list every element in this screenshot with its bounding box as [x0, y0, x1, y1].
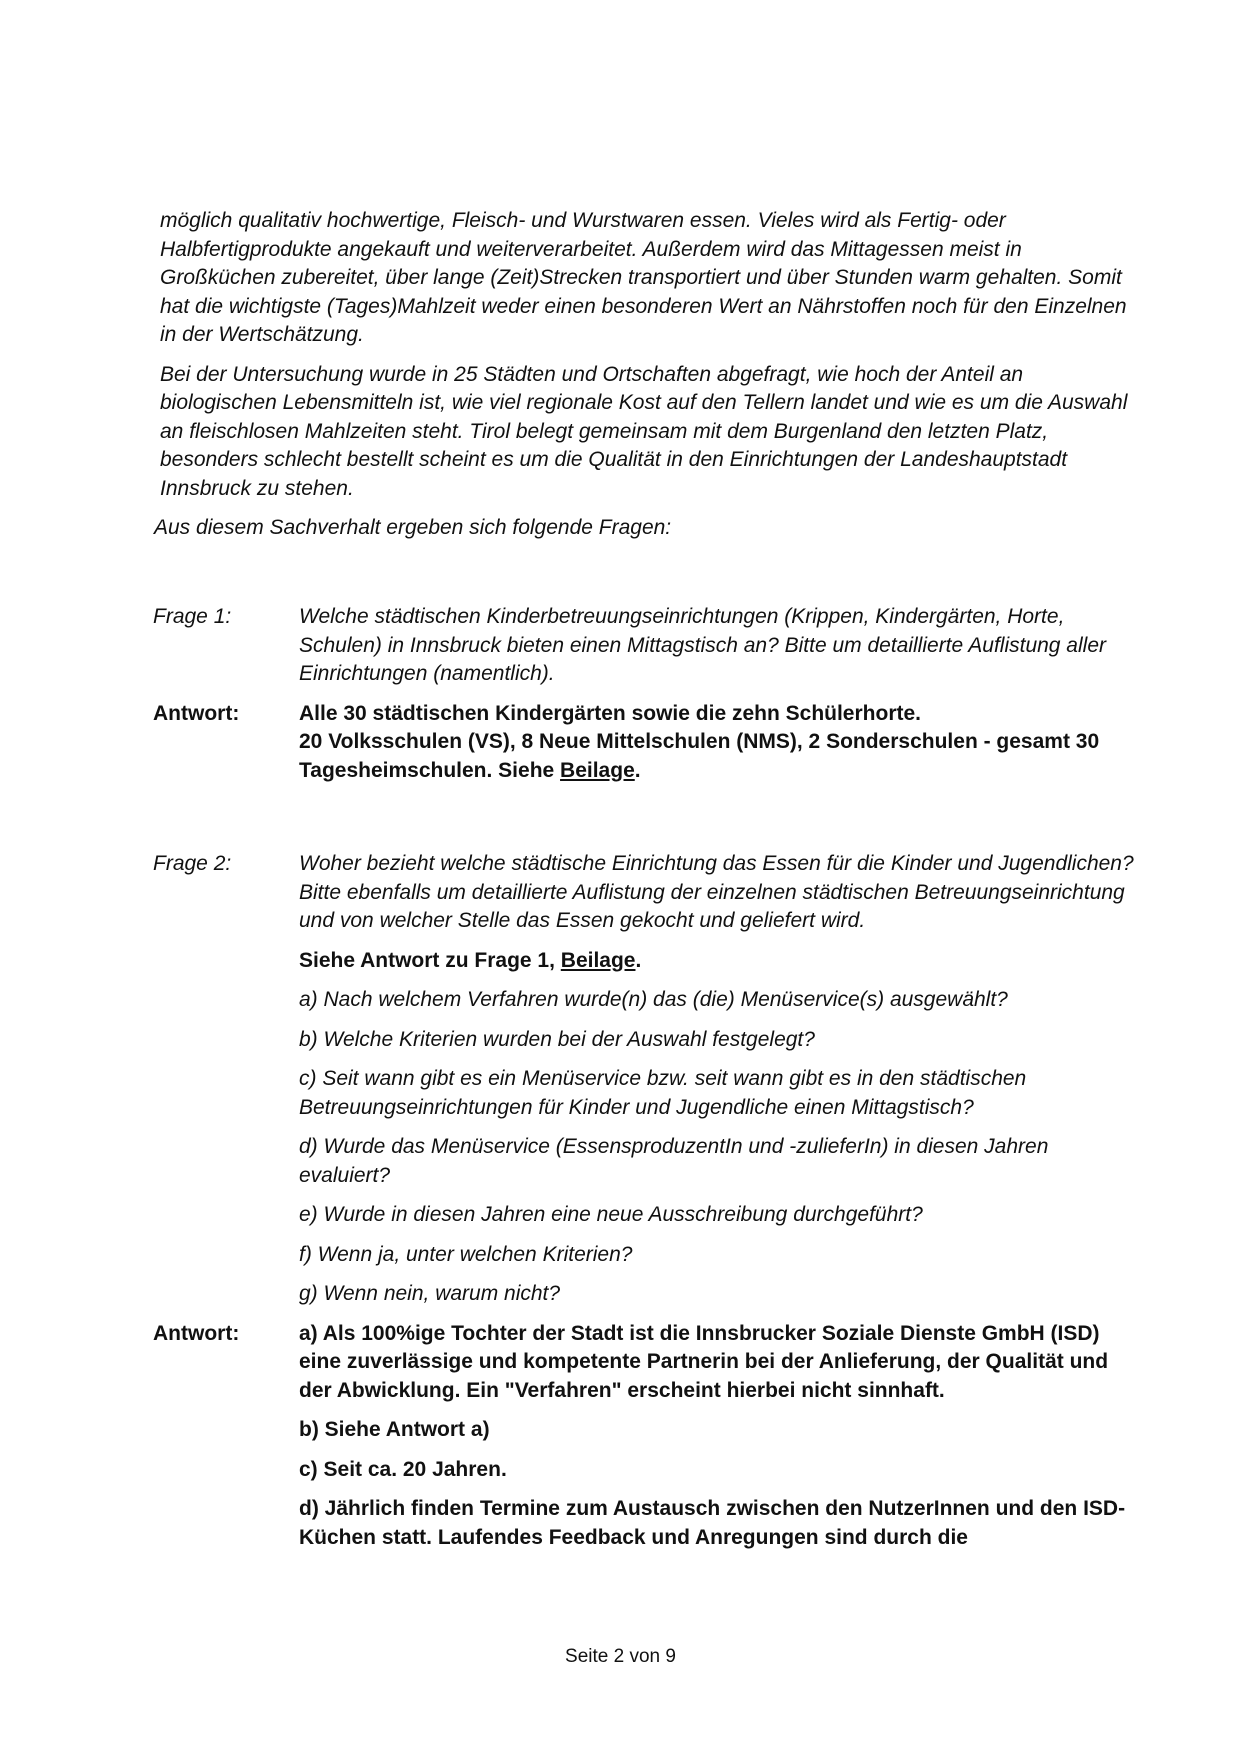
question-2-row	[153, 850, 1143, 1309]
question-1-label: Frage 1:	[153, 605, 232, 628]
question-2-reference: Siehe Antwort zu Frage 1, Beilage.	[299, 948, 642, 972]
answer-2-a: a) Als 100%ige Tochter der Stadt ist die Innsbrucker Soziale Dienste GmbH (ISD) eine zuverlässige und kompetente Partnerin bei der Anlieferung, der Qualität und der Abwicklung. Ein "Verfahren" erscheint hierbei nicht sinnhaft.	[299, 1321, 1109, 1402]
question-1-text: Welche städtischen Kinderbetreuungseinrichtungen (Krippen, Kindergärten, Horte, Schulen) in Innsbruck bieten einen Mittagstisch an? Bitte um detaillierte Auflistung aller Einrichtungen (namentlich).	[299, 605, 1106, 685]
answer-1-line-2: 20 Volksschulen (VS), 8 Neue Mittelschulen (NMS), 2 Sonderschulen - gesamt 30 Tagesheimschulen. Siehe Beilage.	[299, 730, 1100, 782]
sub-question-g: g) Wenn nein, warum nicht?	[299, 1282, 561, 1305]
answer-1-label: Antwort:	[153, 701, 240, 725]
question-1-row	[153, 603, 1143, 689]
answer-2-d: d) Jährlich finden Termine zum Austausch zwischen den NutzerInnen und den ISD-Küchen statt. Laufendes Feedback und Anregungen sind durch die	[299, 1497, 1126, 1549]
question-2-text: Woher bezieht welche städtische Einrichtung das Essen für die Kinder und Jugendlichen? Bitte ebenfalls um detaillierte Auflistung der einzelnen städtischen Betreuungseinrichtung und von welcher Stelle das Essen gekocht und geliefert wird.	[299, 852, 1134, 932]
intro-paragraph-2: Bei der Untersuchung wurde in 25 Städten und Ortschaften abgefragt, wie hoch der Anteil an biologischen Lebensmitteln ist, wie viel regionale Kost auf den Tellern landet und wie es um die Auswahl an fleischlosen Mahlzeiten steht. Tirol belegt gemeinsam mit dem Burgenland den letzten Platz, besonders schlecht bestellt scheint es um die Qualität in den Einrichtungen der Landeshauptstadt Innsbruck zu stehen.	[160, 362, 1128, 500]
answer-1-line-1: Alle 30 städtischen Kindergärten sowie die zehn Schülerhorte.	[299, 701, 921, 725]
beilage-link[interactable]: Beilage	[560, 758, 635, 782]
beilage-link-2[interactable]: Beilage	[560, 948, 636, 972]
sub-question-d: d) Wurde das Menüservice (EssensproduzentIn und -zulieferIn) in diesen Jahren evaluiert?	[299, 1135, 1049, 1187]
question-2-label: Frage 2:	[153, 852, 232, 875]
answer-2-b: b) Siehe Antwort a)	[299, 1418, 490, 1441]
sub-question-e: e) Wurde in diesen Jahren eine neue Ausschreibung durchgeführt?	[299, 1203, 923, 1226]
question-2-block	[153, 850, 1143, 1563]
intro-paragraph-1: möglich qualitativ hochwertige, Fleisch- und Wurstwaren essen. Vieles wird als Fertig- oder Halbfertigprodukte angekauft und weiterverarbeitet. Außerdem wird das Mittagessen meist in Großküchen zubereitet, über lange (Zeit)Strecken transportiert und über Stunden warm gehalten. Somit hat die wichtigste (Tages)Mahlzeit weder einen besonderen Wert an Nährstoffen noch für den Einzelnen in der Wertschätzung.	[160, 209, 1127, 346]
intro-lead: Aus diesem Sachverhalt ergeben sich folgende Fragen:	[154, 516, 672, 539]
intro-section	[154, 207, 1140, 554]
answer-1-row	[153, 700, 1143, 786]
answer-2-row	[153, 1320, 1143, 1553]
question-1-block	[153, 603, 1143, 785]
sub-question-f: f) Wenn ja, unter welchen Kriterien?	[299, 1242, 633, 1266]
sub-question-a: a) Nach welchem Verfahren wurde(n) das (die) Menüservice(s) ausgewählt?	[299, 988, 1008, 1011]
answer-2-c: c) Seit ca. 20 Jahren.	[299, 1457, 507, 1481]
sub-question-b: b) Welche Kriterien wurden bei der Auswahl festgelegt?	[299, 1027, 815, 1051]
sub-question-c: c) Seit wann gibt es ein Menüservice bzw. seit wann gibt es in den städtischen Betreuungseinrichtungen für Kinder und Jugendliche einen Mittagstisch?	[299, 1067, 1027, 1119]
page-number: Seite 2 von 9	[565, 1646, 676, 1667]
answer-2-label: Antwort:	[153, 1321, 240, 1345]
